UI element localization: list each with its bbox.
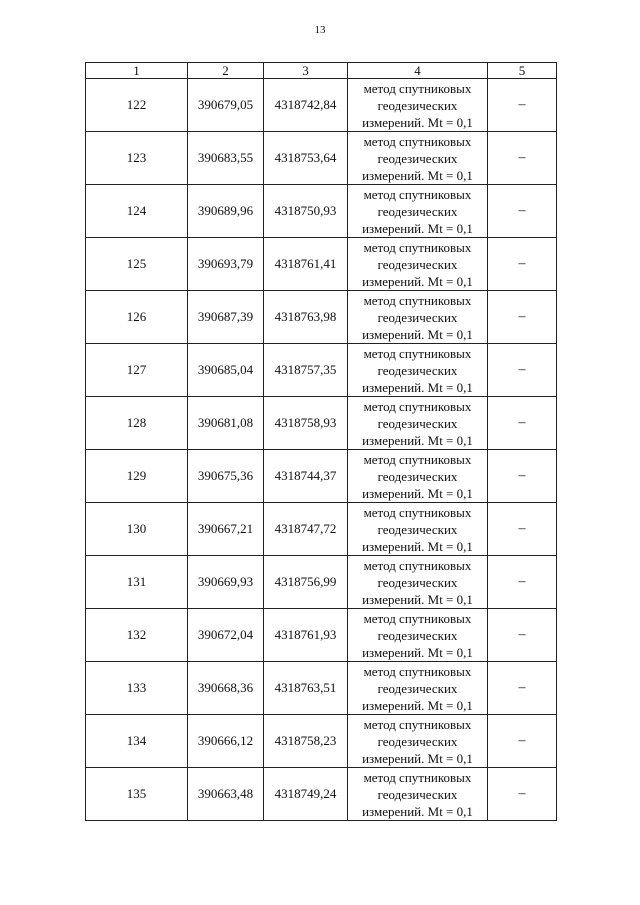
method-line: метод спутниковых bbox=[363, 133, 472, 149]
point-number-cell: 128 bbox=[86, 397, 188, 450]
method-line: метод спутниковых bbox=[363, 345, 472, 361]
point-number-cell: 134 bbox=[86, 715, 188, 768]
method-line: измерений. Mt = 0,1 bbox=[362, 379, 473, 395]
method-line: геодезических bbox=[377, 309, 458, 325]
table-row bbox=[86, 291, 557, 344]
method-cell bbox=[348, 397, 488, 450]
method-cell bbox=[348, 450, 488, 503]
method-cell bbox=[348, 556, 488, 609]
method-cell bbox=[348, 132, 488, 185]
point-number-cell: 124 bbox=[86, 185, 188, 238]
method-line: измерений. Mt = 0,1 bbox=[362, 697, 473, 713]
x-coordinate-cell: 390672,04 bbox=[188, 609, 264, 662]
method-line: метод спутниковых bbox=[363, 80, 472, 96]
y-coordinate-cell: 4318753,64 bbox=[264, 132, 348, 185]
table-row bbox=[86, 132, 557, 185]
method-line: геодезических bbox=[377, 627, 458, 643]
point-number-cell: 133 bbox=[86, 662, 188, 715]
column-header-1: 1 bbox=[86, 63, 188, 79]
method-line: геодезических bbox=[377, 362, 458, 378]
method-cell bbox=[348, 609, 488, 662]
method-cell bbox=[348, 291, 488, 344]
method-line: измерений. Mt = 0,1 bbox=[362, 644, 473, 660]
method-cell bbox=[348, 662, 488, 715]
note-cell: – bbox=[488, 450, 557, 503]
point-number-cell: 122 bbox=[86, 79, 188, 132]
y-coordinate-cell: 4318750,93 bbox=[264, 185, 348, 238]
y-coordinate-cell: 4318758,93 bbox=[264, 397, 348, 450]
x-coordinate-cell: 390668,36 bbox=[188, 662, 264, 715]
y-coordinate-cell: 4318747,72 bbox=[264, 503, 348, 556]
coordinates-table bbox=[85, 62, 557, 821]
x-coordinate-cell: 390681,08 bbox=[188, 397, 264, 450]
method-line: метод спутниковых bbox=[363, 663, 472, 679]
method-line: измерений. Mt = 0,1 bbox=[362, 538, 473, 554]
point-number-cell: 125 bbox=[86, 238, 188, 291]
x-coordinate-cell: 390675,36 bbox=[188, 450, 264, 503]
table-body bbox=[86, 79, 557, 821]
note-cell: – bbox=[488, 185, 557, 238]
method-line: измерений. Mt = 0,1 bbox=[362, 485, 473, 501]
table-row bbox=[86, 503, 557, 556]
y-coordinate-cell: 4318763,51 bbox=[264, 662, 348, 715]
table-row bbox=[86, 238, 557, 291]
method-line: измерений. Mt = 0,1 bbox=[362, 591, 473, 607]
x-coordinate-cell: 390666,12 bbox=[188, 715, 264, 768]
table-row bbox=[86, 715, 557, 768]
method-line: измерений. Mt = 0,1 bbox=[362, 273, 473, 289]
note-cell: – bbox=[488, 291, 557, 344]
point-number-cell: 130 bbox=[86, 503, 188, 556]
note-cell: – bbox=[488, 397, 557, 450]
method-line: измерений. Mt = 0,1 bbox=[362, 114, 473, 130]
method-line: метод спутниковых bbox=[363, 557, 472, 573]
point-number-cell: 123 bbox=[86, 132, 188, 185]
table-row bbox=[86, 556, 557, 609]
method-line: геодезических bbox=[377, 150, 458, 166]
note-cell: – bbox=[488, 768, 557, 821]
page-number: 13 bbox=[314, 24, 326, 36]
method-line: геодезических bbox=[377, 97, 458, 113]
method-line: геодезических bbox=[377, 733, 458, 749]
table-header-row bbox=[86, 63, 557, 79]
method-cell bbox=[348, 768, 488, 821]
method-cell bbox=[348, 185, 488, 238]
note-cell: – bbox=[488, 715, 557, 768]
method-cell bbox=[348, 79, 488, 132]
method-line: измерений. Mt = 0,1 bbox=[362, 220, 473, 236]
method-line: геодезических bbox=[377, 574, 458, 590]
note-cell: – bbox=[488, 556, 557, 609]
method-line: геодезических bbox=[377, 786, 458, 802]
x-coordinate-cell: 390667,21 bbox=[188, 503, 264, 556]
method-line: метод спутниковых bbox=[363, 769, 472, 785]
y-coordinate-cell: 4318749,24 bbox=[264, 768, 348, 821]
method-line: геодезических bbox=[377, 256, 458, 272]
table-row bbox=[86, 79, 557, 132]
note-cell: – bbox=[488, 132, 557, 185]
table-row bbox=[86, 450, 557, 503]
point-number-cell: 126 bbox=[86, 291, 188, 344]
y-coordinate-cell: 4318742,84 bbox=[264, 79, 348, 132]
note-cell: – bbox=[488, 609, 557, 662]
method-line: геодезических bbox=[377, 680, 458, 696]
method-line: измерений. Mt = 0,1 bbox=[362, 432, 473, 448]
method-line: измерений. Mt = 0,1 bbox=[362, 803, 473, 819]
x-coordinate-cell: 390687,39 bbox=[188, 291, 264, 344]
column-header-2: 2 bbox=[188, 63, 264, 79]
note-cell: – bbox=[488, 344, 557, 397]
table-row bbox=[86, 609, 557, 662]
method-line: метод спутниковых bbox=[363, 451, 472, 467]
x-coordinate-cell: 390663,48 bbox=[188, 768, 264, 821]
method-line: измерений. Mt = 0,1 bbox=[362, 750, 473, 766]
y-coordinate-cell: 4318758,23 bbox=[264, 715, 348, 768]
method-line: метод спутниковых bbox=[363, 186, 472, 202]
method-line: геодезических bbox=[377, 203, 458, 219]
x-coordinate-cell: 390693,79 bbox=[188, 238, 264, 291]
method-line: метод спутниковых bbox=[363, 292, 472, 308]
column-header-5: 5 bbox=[488, 63, 557, 79]
table-row bbox=[86, 662, 557, 715]
note-cell: – bbox=[488, 662, 557, 715]
x-coordinate-cell: 390689,96 bbox=[188, 185, 264, 238]
point-number-cell: 131 bbox=[86, 556, 188, 609]
x-coordinate-cell: 390685,04 bbox=[188, 344, 264, 397]
x-coordinate-cell: 390679,05 bbox=[188, 79, 264, 132]
method-line: измерений. Mt = 0,1 bbox=[362, 167, 473, 183]
table-row bbox=[86, 344, 557, 397]
column-header-4: 4 bbox=[348, 63, 488, 79]
table-row bbox=[86, 397, 557, 450]
method-line: геодезических bbox=[377, 521, 458, 537]
method-cell bbox=[348, 503, 488, 556]
method-line: геодезических bbox=[377, 468, 458, 484]
method-cell bbox=[348, 238, 488, 291]
method-line: метод спутниковых bbox=[363, 398, 472, 414]
y-coordinate-cell: 4318757,35 bbox=[264, 344, 348, 397]
table-row bbox=[86, 185, 557, 238]
method-cell bbox=[348, 715, 488, 768]
method-line: метод спутниковых bbox=[363, 610, 472, 626]
note-cell: – bbox=[488, 503, 557, 556]
point-number-cell: 129 bbox=[86, 450, 188, 503]
method-line: измерений. Mt = 0,1 bbox=[362, 326, 473, 342]
point-number-cell: 132 bbox=[86, 609, 188, 662]
x-coordinate-cell: 390669,93 bbox=[188, 556, 264, 609]
note-cell: – bbox=[488, 79, 557, 132]
y-coordinate-cell: 4318756,99 bbox=[264, 556, 348, 609]
method-cell bbox=[348, 344, 488, 397]
x-coordinate-cell: 390683,55 bbox=[188, 132, 264, 185]
method-line: метод спутниковых bbox=[363, 239, 472, 255]
method-line: метод спутниковых bbox=[363, 504, 472, 520]
y-coordinate-cell: 4318761,93 bbox=[264, 609, 348, 662]
y-coordinate-cell: 4318763,98 bbox=[264, 291, 348, 344]
point-number-cell: 127 bbox=[86, 344, 188, 397]
method-line: геодезических bbox=[377, 415, 458, 431]
table-row bbox=[86, 768, 557, 821]
method-line: метод спутниковых bbox=[363, 716, 472, 732]
y-coordinate-cell: 4318761,41 bbox=[264, 238, 348, 291]
note-cell: – bbox=[488, 238, 557, 291]
column-header-3: 3 bbox=[264, 63, 348, 79]
y-coordinate-cell: 4318744,37 bbox=[264, 450, 348, 503]
point-number-cell: 135 bbox=[86, 768, 188, 821]
